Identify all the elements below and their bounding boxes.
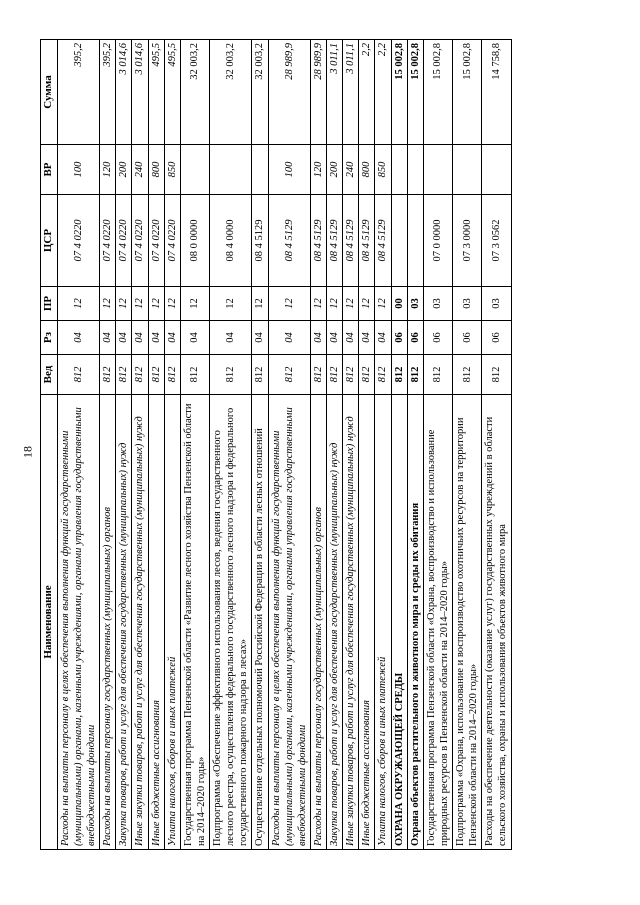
cell-vr <box>210 145 252 195</box>
cell-csr: 08 4 5129 <box>268 195 310 287</box>
header-name: Наименование <box>41 395 58 850</box>
cell-sum: 2,2 <box>359 40 375 145</box>
cell-ved: 812 <box>210 355 252 395</box>
cell-vr: 200 <box>327 145 343 195</box>
cell-rz: 04 <box>116 321 132 355</box>
cell-name: ОХРАНА ОКРУЖАЮЩЕЙ СРЕДЫ <box>391 395 407 850</box>
cell-vr <box>453 145 482 195</box>
cell-pr: 12 <box>132 287 148 321</box>
cell-pr: 00 <box>391 287 407 321</box>
table-row <box>391 40 407 850</box>
cell-vr: 100 <box>268 145 310 195</box>
table-row <box>407 40 423 850</box>
cell-ved: 812 <box>252 355 268 395</box>
cell-rz: 04 <box>359 321 375 355</box>
cell-pr: 12 <box>210 287 252 321</box>
cell-ved: 812 <box>423 355 452 395</box>
cell-name: Уплата налогов, сборов и иных платежей <box>375 395 391 850</box>
header-csr: ЦСР <box>41 195 58 287</box>
cell-rz: 04 <box>164 321 180 355</box>
page-number: 18 <box>20 446 35 458</box>
cell-ved: 812 <box>116 355 132 395</box>
cell-ved: 812 <box>148 355 164 395</box>
cell-vr: 120 <box>100 145 116 195</box>
cell-name: Расходы на выплаты персоналу в целях обеспечения выполнения функций государственными (муниципальными) органами, казенными учреждениями, органами управления государственными внебюджетными фондами <box>268 395 310 850</box>
cell-vr: 850 <box>375 145 391 195</box>
cell-csr: 08 4 5129 <box>310 195 326 287</box>
cell-ved: 812 <box>132 355 148 395</box>
table-row <box>268 40 310 850</box>
cell-name: Расходы на выплаты персоналу государственных (муниципальных) органов <box>100 395 116 850</box>
cell-rz: 04 <box>180 321 209 355</box>
cell-ved: 812 <box>343 355 359 395</box>
cell-rz: 04 <box>327 321 343 355</box>
cell-rz: 04 <box>132 321 148 355</box>
cell-name: Расходы на выплаты персоналу государственных (муниципальных) органов <box>310 395 326 850</box>
cell-name: Подпрограмма «Обеспечение эффективного использования лесов, ведения государственного лесного реестра, осуществления федерального государственного лесного надзора и федерального государственного пожарного надзора в лесах» <box>210 395 252 850</box>
cell-ved: 812 <box>375 355 391 395</box>
cell-sum: 15 002,8 <box>423 40 452 145</box>
cell-name: Осуществление отдельных полномочий Российской Федерации в области лесных отношений <box>252 395 268 850</box>
table-row <box>327 40 343 850</box>
cell-ved: 812 <box>310 355 326 395</box>
cell-csr: 08 4 5129 <box>343 195 359 287</box>
cell-csr: 08 4 5129 <box>359 195 375 287</box>
cell-vr: 240 <box>132 145 148 195</box>
cell-csr: 07 4 0220 <box>116 195 132 287</box>
cell-ved: 812 <box>407 355 423 395</box>
table-row <box>148 40 164 850</box>
cell-name: Государственная программа Пензенской области «Охрана, воспроизводство и использование природных ресурсов в Пензенской области на 2014–2020 годы» <box>423 395 452 850</box>
cell-name: Расходы на выплаты персоналу в целях обеспечения выполнения функций государственными (муниципальными) органами, казенными учреждениями, органами управления государственными внебюджетными фондами <box>57 395 99 850</box>
cell-csr: 07 4 0220 <box>132 195 148 287</box>
cell-pr: 12 <box>100 287 116 321</box>
rotated-page <box>40 40 610 850</box>
cell-csr: 07 3 0562 <box>482 195 511 287</box>
cell-csr <box>407 195 423 287</box>
cell-csr <box>391 195 407 287</box>
cell-csr: 08 0 0000 <box>180 195 209 287</box>
cell-csr: 08 4 0000 <box>210 195 252 287</box>
cell-pr: 12 <box>327 287 343 321</box>
cell-sum: 395,2 <box>100 40 116 145</box>
cell-sum: 32 003,2 <box>252 40 268 145</box>
cell-rz: 06 <box>423 321 452 355</box>
table-row <box>252 40 268 850</box>
cell-csr: 08 4 5129 <box>375 195 391 287</box>
cell-name: Закупка товаров, работ и услуг для обеспечения государственных (муниципальных) нужд <box>116 395 132 850</box>
cell-pr: 12 <box>57 287 99 321</box>
cell-pr: 12 <box>343 287 359 321</box>
cell-rz: 06 <box>391 321 407 355</box>
cell-pr: 12 <box>252 287 268 321</box>
table-row <box>310 40 326 850</box>
cell-vr <box>407 145 423 195</box>
cell-name: Иные закупки товаров, работ и услуг для обеспечения государственных (муниципальных) нужд <box>343 395 359 850</box>
cell-pr: 12 <box>148 287 164 321</box>
cell-pr: 12 <box>180 287 209 321</box>
table-row <box>180 40 209 850</box>
cell-rz: 06 <box>482 321 511 355</box>
cell-rz: 04 <box>268 321 310 355</box>
budget-table <box>40 39 512 850</box>
cell-sum: 3 014,6 <box>132 40 148 145</box>
cell-rz: 06 <box>453 321 482 355</box>
cell-name: Охрана объектов растительного и животного мира и среды их обитания <box>407 395 423 850</box>
cell-vr <box>423 145 452 195</box>
table-row <box>132 40 148 850</box>
cell-sum: 32 003,2 <box>180 40 209 145</box>
cell-name: Подпрограмма «Охрана, использование и воспроизводство охотничьих ресурсов на территории Пензенской области на 2014–2020 годы» <box>453 395 482 850</box>
cell-vr <box>180 145 209 195</box>
cell-vr: 120 <box>310 145 326 195</box>
cell-vr: 850 <box>164 145 180 195</box>
cell-ved: 812 <box>327 355 343 395</box>
cell-csr: 07 0 0000 <box>423 195 452 287</box>
header-vr: ВР <box>41 145 58 195</box>
cell-csr: 07 4 0220 <box>100 195 116 287</box>
cell-vr: 240 <box>343 145 359 195</box>
table-body <box>57 40 511 850</box>
cell-pr: 12 <box>359 287 375 321</box>
cell-vr: 800 <box>148 145 164 195</box>
cell-rz: 04 <box>252 321 268 355</box>
table-row <box>343 40 359 850</box>
cell-sum: 32 003,2 <box>210 40 252 145</box>
cell-csr: 08 4 5129 <box>252 195 268 287</box>
cell-sum: 15 002,8 <box>453 40 482 145</box>
cell-ved: 812 <box>180 355 209 395</box>
cell-rz: 04 <box>375 321 391 355</box>
cell-name: Расходы на обеспечение деятельности (оказание услуг) государственных учреждений в области сельского хозяйства, охраны и использования объектов животного мира <box>482 395 511 850</box>
cell-sum: 3 011,1 <box>343 40 359 145</box>
cell-sum: 3 011,1 <box>327 40 343 145</box>
cell-csr: 07 4 0220 <box>164 195 180 287</box>
cell-sum: 3 014,6 <box>116 40 132 145</box>
table-row <box>164 40 180 850</box>
table-row <box>57 40 99 850</box>
cell-sum: 2,2 <box>375 40 391 145</box>
cell-name: Закупка товаров, работ и услуг для обеспечения государственных (муниципальных) нужд <box>327 395 343 850</box>
cell-pr: 12 <box>375 287 391 321</box>
cell-sum: 15 002,8 <box>391 40 407 145</box>
cell-ved: 812 <box>100 355 116 395</box>
cell-ved: 812 <box>268 355 310 395</box>
cell-ved: 812 <box>391 355 407 395</box>
cell-pr: 03 <box>423 287 452 321</box>
cell-pr: 12 <box>310 287 326 321</box>
cell-pr: 03 <box>407 287 423 321</box>
table-row <box>423 40 452 850</box>
cell-csr: 08 4 5129 <box>327 195 343 287</box>
header-sum: Сумма <box>41 40 58 145</box>
table-row <box>210 40 252 850</box>
table-row <box>482 40 511 850</box>
cell-ved: 812 <box>359 355 375 395</box>
cell-vr: 800 <box>359 145 375 195</box>
cell-vr <box>391 145 407 195</box>
cell-name: Государственная программа Пензенской области «Развитие лесного хозяйства Пензенской области на 2014–2020 годы» <box>180 395 209 850</box>
cell-sum: 28 989,9 <box>268 40 310 145</box>
cell-rz: 04 <box>210 321 252 355</box>
table-row <box>116 40 132 850</box>
cell-sum: 395,2 <box>57 40 99 145</box>
cell-sum: 14 758,8 <box>482 40 511 145</box>
cell-rz: 04 <box>148 321 164 355</box>
cell-rz: 04 <box>57 321 99 355</box>
cell-pr: 03 <box>482 287 511 321</box>
cell-csr: 07 3 0000 <box>453 195 482 287</box>
cell-sum: 495,5 <box>164 40 180 145</box>
cell-sum: 495,5 <box>148 40 164 145</box>
cell-csr: 07 4 0220 <box>57 195 99 287</box>
cell-ved: 812 <box>482 355 511 395</box>
cell-pr: 03 <box>453 287 482 321</box>
cell-vr: 100 <box>57 145 99 195</box>
cell-name: Иные закупки товаров, работ и услуг для обеспечения государственных (муниципальных) нужд <box>132 395 148 850</box>
cell-sum: 15 002,8 <box>407 40 423 145</box>
header-pr: ПР <box>41 287 58 321</box>
cell-vr <box>252 145 268 195</box>
cell-sum: 28 989,9 <box>310 40 326 145</box>
cell-vr <box>482 145 511 195</box>
cell-vr: 200 <box>116 145 132 195</box>
cell-pr: 12 <box>268 287 310 321</box>
cell-pr: 12 <box>116 287 132 321</box>
header-rz: Рз <box>41 321 58 355</box>
cell-name: Уплата налогов, сборов и иных платежей <box>164 395 180 850</box>
cell-ved: 812 <box>453 355 482 395</box>
table-row <box>453 40 482 850</box>
cell-name: Иные бюджетные ассигнования <box>359 395 375 850</box>
table-row <box>100 40 116 850</box>
cell-rz: 04 <box>343 321 359 355</box>
header-ved: Вед <box>41 355 58 395</box>
cell-rz: 04 <box>100 321 116 355</box>
cell-ved: 812 <box>164 355 180 395</box>
table-row <box>359 40 375 850</box>
cell-csr: 07 4 0220 <box>148 195 164 287</box>
cell-ved: 812 <box>57 355 99 395</box>
cell-pr: 12 <box>164 287 180 321</box>
cell-rz: 04 <box>310 321 326 355</box>
table-row <box>375 40 391 850</box>
cell-name: Иные бюджетные ассигнования <box>148 395 164 850</box>
table-header <box>41 40 58 850</box>
cell-rz: 06 <box>407 321 423 355</box>
